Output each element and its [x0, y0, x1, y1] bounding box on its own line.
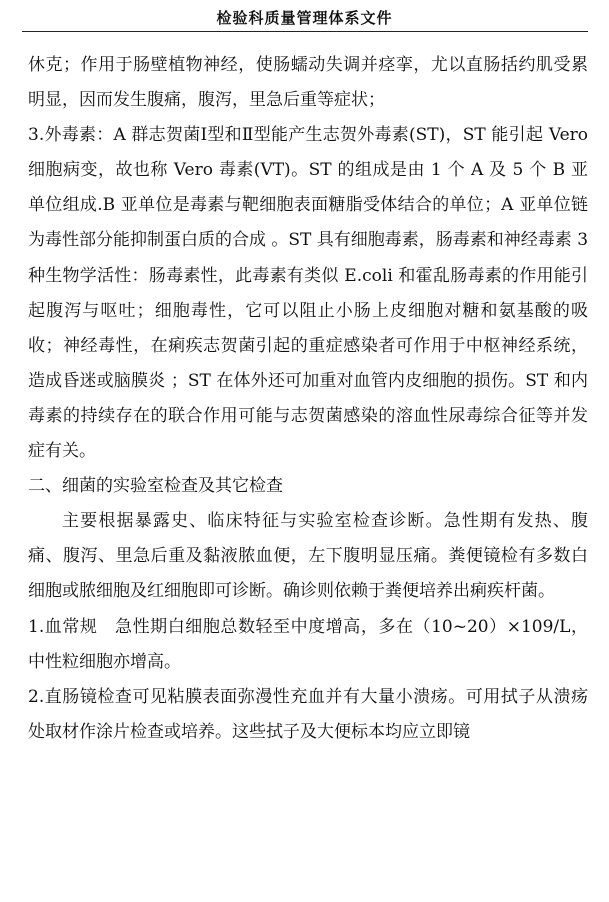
paragraph-diagnosis: 主要根据暴露史、临床特征与实验室检查诊断。急性期有发热、腹痛、腹泻、里急后重及黏液脓血便，左下腹明显压痛。粪便镜检有多数白细胞或脓细胞及红细胞即可诊断。确诊则依赖于粪便培养出痢疾杆菌。 — [28, 511, 588, 602]
paragraph-rectoscopy: 2.直肠镜检查可见粘膜表面弥漫性充血并有大量小溃疡。可用拭子从溃疡处取材作涂片检查或培养。这些拭子及大便标本均应立即镜 — [28, 686, 588, 742]
paragraph-exotoxin: 3.外毒素：A 群志贺菌Ⅰ型和Ⅱ型能产生志贺外毒素(ST)，ST 能引起 Vero 细胞病变，故也称 Vero 毒素(VT)。ST 的组成是由 1 个 A 及 5 个 B 亚单位组成.B 亚单位是毒素与靶细胞表面糖脂受体结合的单位；A 亚单位链为毒性部分能抑制蛋白质的合成 。ST 具有细胞毒素，肠毒素和神经毒素 3 种生物学活性：肠毒素性，此毒素有类似 E.coli 和霍乱肠毒素的作用能引起腹泻与呕吐；细胞毒性，它可以阻止小肠上皮细胞对糖和氨基酸的吸收；神经毒性，在痢疾志贺菌引起的重症感染者可作用于中枢神经系统，造成昏迷或脑膜炎 ；ST 在体外还可加重对血管内皮细胞的损伤。ST 和内毒素的持续存在的联合作用可能与志贺菌感染的溶血性尿毒综合征等并发症有关。 — [28, 125, 589, 462]
page-header-title: 检验科质量管理体系文件 — [216, 9, 393, 27]
document-body — [28, 48, 588, 750]
paragraph-blood-routine: 1.血常规 急性期白细胞总数轻至中度增高，多在（10~20）×109/L，中性粒细胞亦增高。 — [28, 616, 588, 672]
header-divider — [22, 31, 588, 32]
paragraph-shock-effects: 休克；作用于肠壁植物神经，使肠蠕动失调并痉挛，尤以直肠括约肌受累明显，因而发生腹痛，腹泻，里急后重等症状； — [28, 55, 588, 111]
section-heading-lab-exam: 二、细菌的实验室检查及其它检查 — [28, 476, 283, 497]
